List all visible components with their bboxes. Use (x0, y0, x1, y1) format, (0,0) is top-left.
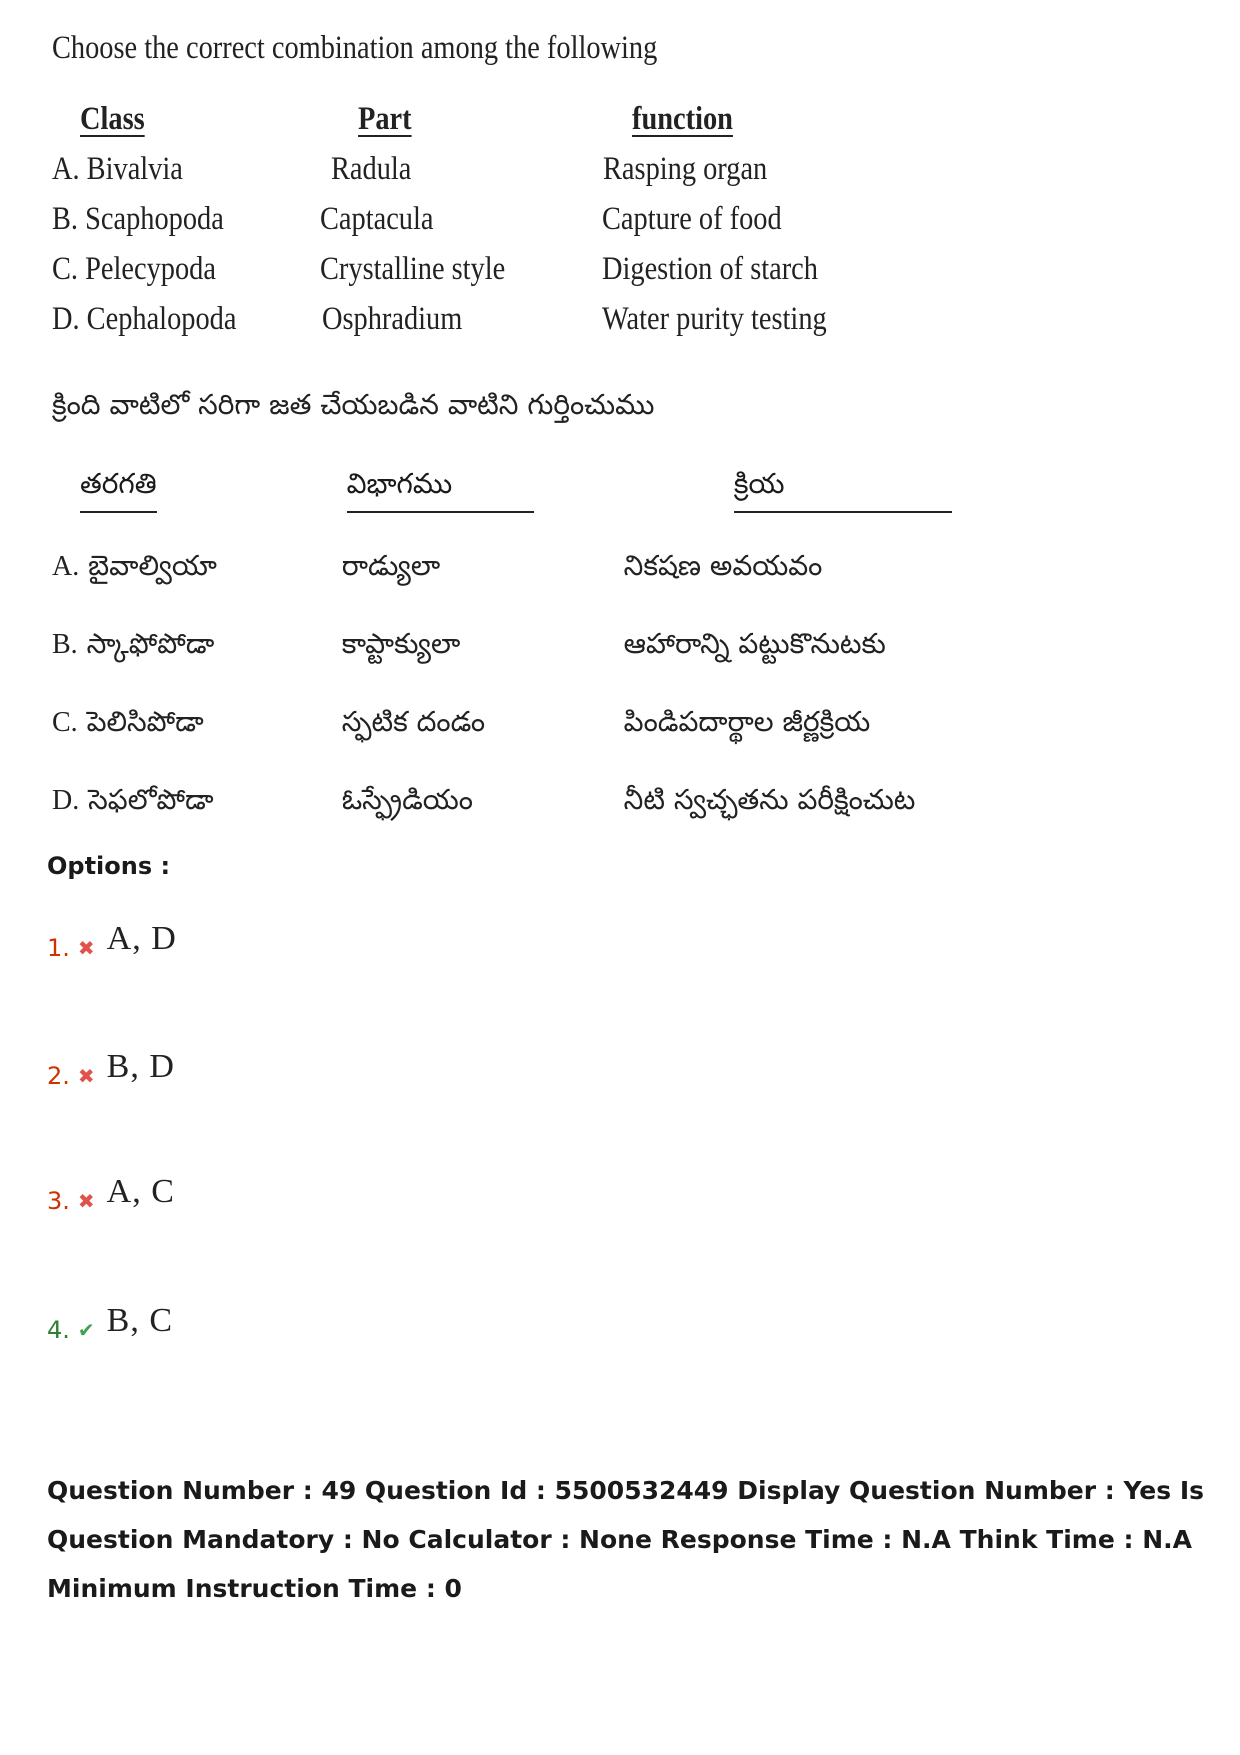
option-text: A, D (106, 920, 177, 957)
option-3[interactable] (47, 1173, 175, 1215)
option-number: 2. (47, 1062, 70, 1090)
option-text: A, C (106, 1173, 175, 1210)
option-number: 4. (47, 1316, 70, 1344)
part-cell: Crystalline style (320, 250, 506, 287)
option-number: 3. (47, 1187, 70, 1215)
telugu-match-table (52, 460, 952, 842)
row-letter: B. (52, 629, 78, 660)
question-prompt-telugu: క్రింది వాటిలో సరిగా జత చేయబడిన వాటిని గుర్తించుము (52, 388, 655, 421)
table-row (52, 294, 872, 344)
class-cell: బైవాల్వియా (88, 549, 217, 582)
header-part: Part (358, 100, 412, 137)
function-cell: నీటి స్వచ్ఛతను పరీక్షించుట (623, 783, 916, 816)
row-letter: C. (52, 707, 78, 738)
options-label: Options : (47, 852, 171, 880)
part-cell: కాప్టాక్యులా (341, 627, 461, 660)
question-metadata: Question Number : 49 Question Id : 5500532449 Display Question Number : Yes Is Question Mandatory : No Calculator : None Response Time : N.A Think Time : N.A Minimum Instruction Time : 0 (47, 1476, 1205, 1603)
class-cell: పెలిసిపోడా (86, 705, 204, 738)
header-class: Class (80, 100, 145, 137)
part-cell: Osphradium (322, 300, 463, 337)
english-table-header (52, 94, 872, 144)
option-2[interactable] (47, 1048, 175, 1090)
table-row (52, 686, 952, 764)
function-cell: నికషణ అవయవం (623, 549, 823, 582)
telugu-table-header (52, 460, 952, 520)
header-kriya: క్రియ (734, 467, 952, 513)
part-cell: ఓస్ఫ్రేడియం (341, 783, 473, 816)
part-cell: Captacula (320, 200, 434, 237)
header-vibhagamu: విభాగము (347, 467, 534, 513)
check-icon: ✔ (77, 1318, 95, 1342)
function-cell: Rasping organ (603, 150, 768, 187)
class-cell: సెఫలోపోడా (88, 783, 214, 816)
part-cell: రాడ్యులా (341, 549, 441, 582)
option-4[interactable] (47, 1302, 173, 1344)
cross-icon: ✖ (77, 1189, 95, 1213)
table-row (52, 194, 872, 244)
row-letter: D. (52, 785, 80, 816)
function-cell: Capture of food (602, 200, 782, 237)
table-row (52, 764, 952, 842)
header-function: function (632, 100, 733, 137)
question-prompt-english: Choose the correct combination among the following (52, 30, 658, 66)
header-taragati: తరగతి (80, 467, 157, 513)
option-1[interactable] (47, 920, 177, 962)
function-cell: ఆహారాన్ని పట్టుకొనుటకు (623, 627, 886, 660)
option-text: B, C (106, 1302, 174, 1339)
cross-icon: ✖ (77, 936, 95, 960)
part-cell: స్ఫటిక దండం (341, 705, 486, 738)
option-text: B, D (106, 1048, 175, 1085)
cross-icon: ✖ (77, 1064, 95, 1088)
row-letter: A. (52, 551, 80, 582)
part-cell: Radula (330, 150, 412, 187)
table-row (52, 608, 952, 686)
table-row (52, 144, 872, 194)
class-cell: C. Pelecypoda (52, 250, 216, 287)
class-cell: స్కాఫోపోడా (86, 627, 215, 660)
class-cell: D. Cephalopoda (52, 300, 237, 337)
table-row (52, 530, 952, 608)
english-match-table (52, 94, 872, 344)
class-cell: A. Bivalvia (52, 150, 183, 187)
function-cell: Water purity testing (602, 300, 827, 337)
table-row (52, 244, 872, 294)
class-cell: B. Scaphopoda (52, 200, 224, 237)
function-cell: Digestion of starch (602, 250, 818, 287)
option-number: 1. (47, 934, 70, 962)
function-cell: పిండిపదార్థాల జీర్ణక్రియ (623, 705, 871, 738)
